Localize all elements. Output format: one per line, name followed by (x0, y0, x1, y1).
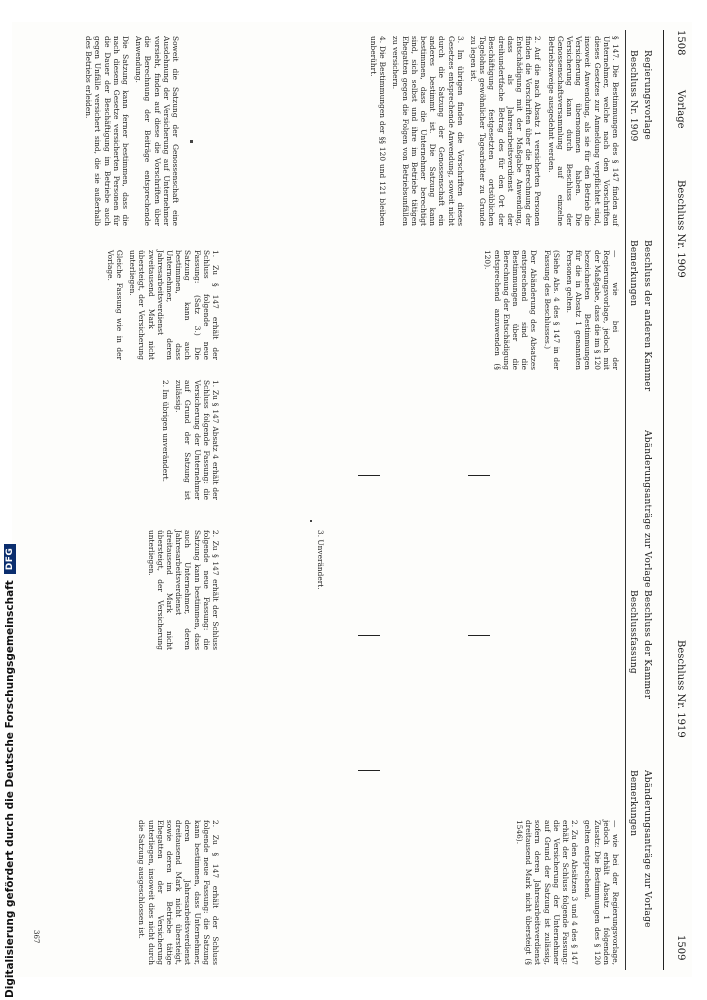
page-number: 367 (32, 930, 40, 944)
paragraph: 1. Zu § 147 erhält der Schluss folgende neue Fassung: (Satz 3.) Die Satzung kann auch bestimmen, dass Unternehmer, deren Jahresarbeitsverdienst zweitausend Mark nicht übersteigt, der Versicherung unterliegen. (128, 250, 220, 360)
page-number-left: 1508 (675, 30, 686, 56)
dash-marker (468, 475, 490, 476)
column-header-4: Beschluss der Kammer (642, 590, 652, 700)
scan-speck (190, 140, 193, 143)
paragraph: — wie bei der Regierungsvorlage, jedoch mit der Maßgabe, dass die im § 120 bezeichneten Bestimmungen für die in Absatz 1 genannten Personen gelten. (564, 250, 620, 370)
column-header-1: Regierungsvorlage (642, 50, 652, 140)
header-ref-right: Beschluss Nr. 1919 (675, 640, 686, 738)
column-2-text (479, 250, 620, 370)
column-1-lower-text (80, 36, 180, 226)
rotated-document (20, 30, 690, 970)
paragraph: (Siehe Abs. 4 des § 147 in der Fassung des Beschlusses.) (542, 250, 561, 370)
column-5-text (511, 820, 620, 965)
column-header-2: Beschluss der anderen Kammer (642, 240, 652, 392)
column-3-text (157, 380, 220, 500)
column-2-lower-text (102, 250, 220, 360)
header-title-left: Vorlage (675, 90, 686, 129)
dash-marker (468, 635, 490, 636)
paragraph: 3. Im übrigen finden die Vorschriften dieses Gesetzes entsprechende Anwendung, soweit nicht durch die Satzung der Genossenschaft ein anderes bestimmt ist. Die Satzung kann bestimmen, dass die Unternehmer berechtigt sind, sich selbst und ihre im Betriebe tätigen Ehegatten gegen die Folgen von Betriebsunfällen zu versichern. (391, 36, 465, 226)
column-subheader-1: Beschluss Nr. 1909 (628, 50, 638, 142)
column-4-text (312, 530, 325, 610)
paragraph: — wie bei der Regierungsvorlage, jedoch erhält Absatz 1 folgenden Zusatz: Die Bestimmungen des § 120 gelten entsprechend. (583, 820, 620, 965)
scan-speck (310, 520, 312, 522)
column-header-3: Abänderungsanträge zur Vorlage (642, 430, 652, 588)
paragraph: Soweit die Satzung der Genossenschaft eine Ausdehnung der Versicherung auf Unternehmer vorsieht, finden auf diese die Vorschriften über die Berechnung der Beiträge entsprechende Anwendung. (134, 36, 180, 226)
paragraph: 2. Auf die nach Absatz 1 versicherten Personen finden die Vorschriften über die Berechnung der Entschädigung mit der Maßgabe Anwendung, dass als Jahresarbeitsverdienst der dreihundertfache Betrag des für den Ort der Beschäftigung festgesetzten ortsüblichen Tagelohns gewöhnlicher Tagearbeiter zu Grunde zu legen ist. (468, 36, 543, 226)
column-subheader-2: Bemerkungen (628, 240, 638, 307)
page-header (668, 30, 690, 970)
column-header-rule (625, 30, 626, 970)
column-1-text (365, 36, 620, 226)
paragraph: 4. Die Bestimmungen der §§ 120 und 121 bleiben unberührt. (368, 36, 388, 226)
paragraph: Gleiche Fassung wie in der Vorlage. (105, 250, 124, 360)
paragraph: 2. Im übrigen unverändert. (160, 380, 170, 483)
paragraph: § 147. Die Bestimmungen des § 147 finden auf Unternehmer, welche nach den Vorschriften dieses Gesetzes zur Anmeldung verpflichtet sind, insoweit Anwendung, als sie für den Betrieb die Versicherung übernommen haben. Die Versicherung kann durch Beschluss der Genossenschaftsversammlung auf einzelne Betriebszweige ausgedehnt werden. (546, 36, 620, 226)
paragraph: 2. Zu § 147 erhält der Schluss folgende neue Fassung: die Satzung kann bestimmen, dass Unternehmer, deren Jahresarbeitsverdienst dreitausend Mark nicht übersteigt, sowie deren im Betriebe tätige Ehegatten der Versicherung unterliegen, insoweit dies nicht durch die Satzung ausgeschlossen ist. (137, 820, 220, 965)
header-ref-left: Beschluss Nr. 1909 (675, 180, 686, 278)
page-number-right: 1509 (675, 935, 686, 961)
column-header-5: Abänderungsanträge zur Vorlage (642, 770, 652, 928)
paragraph: Die Satzung kann ferner bestimmen, dass die nach diesem Gesetze versicherten Personen für die Dauer der Beschäftigung im Betriebe auch gegen Unfälle versichert sind, die sie außerhalb des Betriebs erleiden. (84, 36, 130, 226)
paragraph: 2. Zu den Absätzen 3 und 4 des § 147 erhält der Schluss folgende Fassung: die Versicherung der Unternehmer auf Grund der Satzung ist zulässig, sofern deren Jahresarbeitsverdienst dreitausend Mark nicht übersteigt (§ 1546). (514, 820, 580, 965)
paragraph: Der Abänderung des Absatzes entsprechend sind die Bestimmungen über die Berechnung der Entschädigung entsprechend anzuwenden (§ 120). (483, 250, 539, 370)
digitization-footer (4, 544, 16, 998)
header-rule (663, 30, 664, 970)
column-4-lower-text (142, 530, 220, 650)
dash-marker (358, 770, 380, 771)
dash-marker (358, 475, 380, 476)
dash-marker (358, 635, 380, 636)
footer-text: Digitalisierung gefördert durch die Deutsche Forschungsgemeinschaft (4, 580, 16, 998)
dfg-logo-icon: DFG (4, 544, 16, 575)
paragraph: 1. Zu § 147 Absatz 4 erhält der Schluss folgende Fassung: die Versicherung der Unternehmer auf Grund der Satzung ist zulässig. (174, 380, 220, 500)
column-subheader-5: Bemerkungen (628, 770, 638, 837)
paragraph: 2. Zu § 147 erhält der Schluss folgende neue Fassung: die Satzung kann bestimmen, dass auch Unternehmer, deren Jahresarbeitsverdienst dreitausend Mark nicht übersteigt, der Versicherung unterliegen. (146, 530, 220, 650)
column-5-lower-text (133, 820, 220, 965)
paragraph: 3. Unverändert. (316, 530, 325, 590)
column-subheader-4: Beschlussfassung (628, 590, 638, 674)
